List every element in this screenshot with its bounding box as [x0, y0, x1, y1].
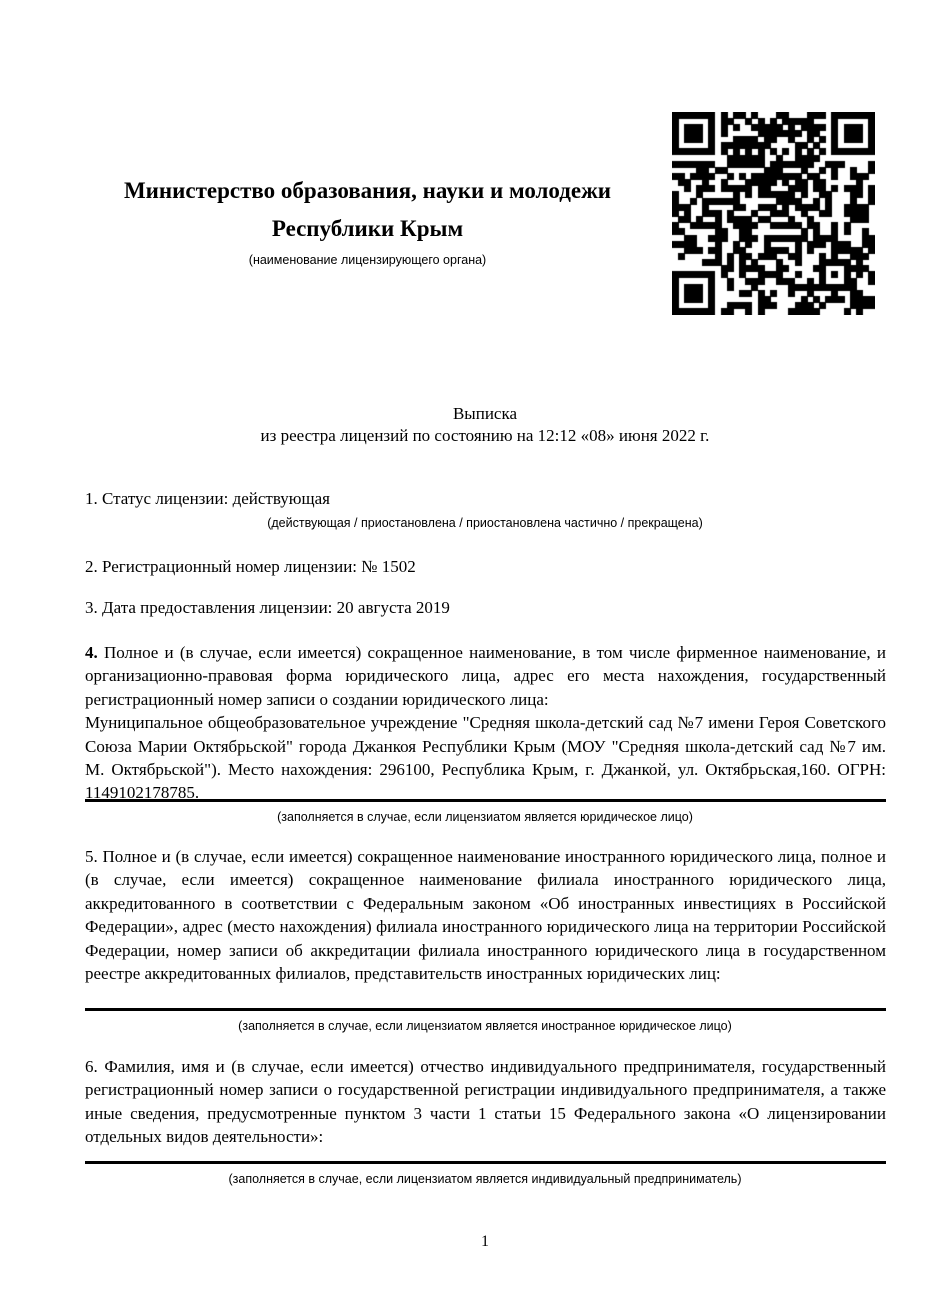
divider-legal-entity — [85, 799, 886, 802]
licensing-authority-header — [85, 172, 650, 268]
caption-legal-entity: (заполняется в случае, если лицензиатом является юридическое лицо) — [277, 810, 693, 824]
document-title — [85, 403, 885, 447]
document-title-line1: Выписка — [452, 404, 518, 423]
divider-foreign-entity — [85, 1008, 886, 1011]
caption-foreign-entity: (заполняется в случае, если лицензиатом является иностранное юридическое лицо) — [238, 1019, 732, 1033]
authority-caption: (наименование лицензирующего органа) — [248, 253, 487, 267]
document-title-line2: из реестра лицензий по состоянию на 12:12 «08» июня 2022 г. — [260, 426, 710, 445]
field-grant-date: 3. Дата предоставления лицензии: 20 августа 2019 — [85, 598, 450, 617]
field-registration-number: 2. Регистрационный номер лицензии: № 1502 — [85, 557, 416, 576]
divider-individual-entrepreneur — [85, 1161, 886, 1164]
authority-name-line2: Республики Крым — [271, 216, 464, 241]
section-legal-entity-intro: 4. Полное и (в случае, если имеется) сокращенное наименование, в том числе фирменное наименование, и организационно-правовая форма юридического лица, адрес его места нахождения, государственный регистрационный номер записи о создании юридического лица: — [85, 643, 886, 709]
authority-name-line1: Министерство образования, науки и молодежи — [123, 178, 612, 203]
section-individual-entrepreneur: 6. Фамилия, имя и (в случае, если имеется) отчество индивидуального предпринимателя, государственный регистрационный номер записи о государственной регистрации индивидуального предпринимателя, а также иные сведения, предусмотренные пунктом 3 части 1 статьи 15 Федерального закона «О лицензировании отдельных видов деятельности»: — [85, 1057, 886, 1147]
section-legal-entity-number: 4. — [85, 643, 98, 662]
caption-individual-entrepreneur: (заполняется в случае, если лицензиатом является индивидуальный предприниматель) — [228, 1172, 742, 1186]
section-legal-entity-value: Муниципальное общеобразовательное учреждение "Средняя школа-детский сад №7 имени Героя Советского Союза Марии Октябрьской" города Джанкоя Республики Крым (МОУ "Средняя школа-детский сад №7 им. М. Октябрьской"). Место нахождения: 296100, Республика Крым, г. Джанкой, ул. Октябрьская,160. ОГРН: 1149102178785. — [85, 713, 886, 803]
qr-code — [672, 112, 875, 315]
field-license-status-caption: (действующая / приостановлена / приостановлена частично / прекращена) — [267, 516, 703, 530]
section-foreign-entity: 5. Полное и (в случае, если имеется) сокращенное наименование иностранного юридического лица, полное и (в случае, если имеется) сокращенное наименование филиала иностранного юридического лица, аккредитованного в соответствии с Федеральным законом «Об иностранных инвестициях в Российской Федерации», адрес (место нахождения) филиала иностранного юридического лица на территории Российской Федерации, номер записи об аккредитации филиала иностранного юридического лица в государственном реестре аккредитованных филиалов, представительств иностранных юридических лиц: — [85, 847, 886, 984]
field-license-status: 1. Статус лицензии: действующая — [85, 489, 330, 508]
page-number: 1 — [481, 1233, 489, 1250]
section-legal-entity — [85, 641, 886, 805]
